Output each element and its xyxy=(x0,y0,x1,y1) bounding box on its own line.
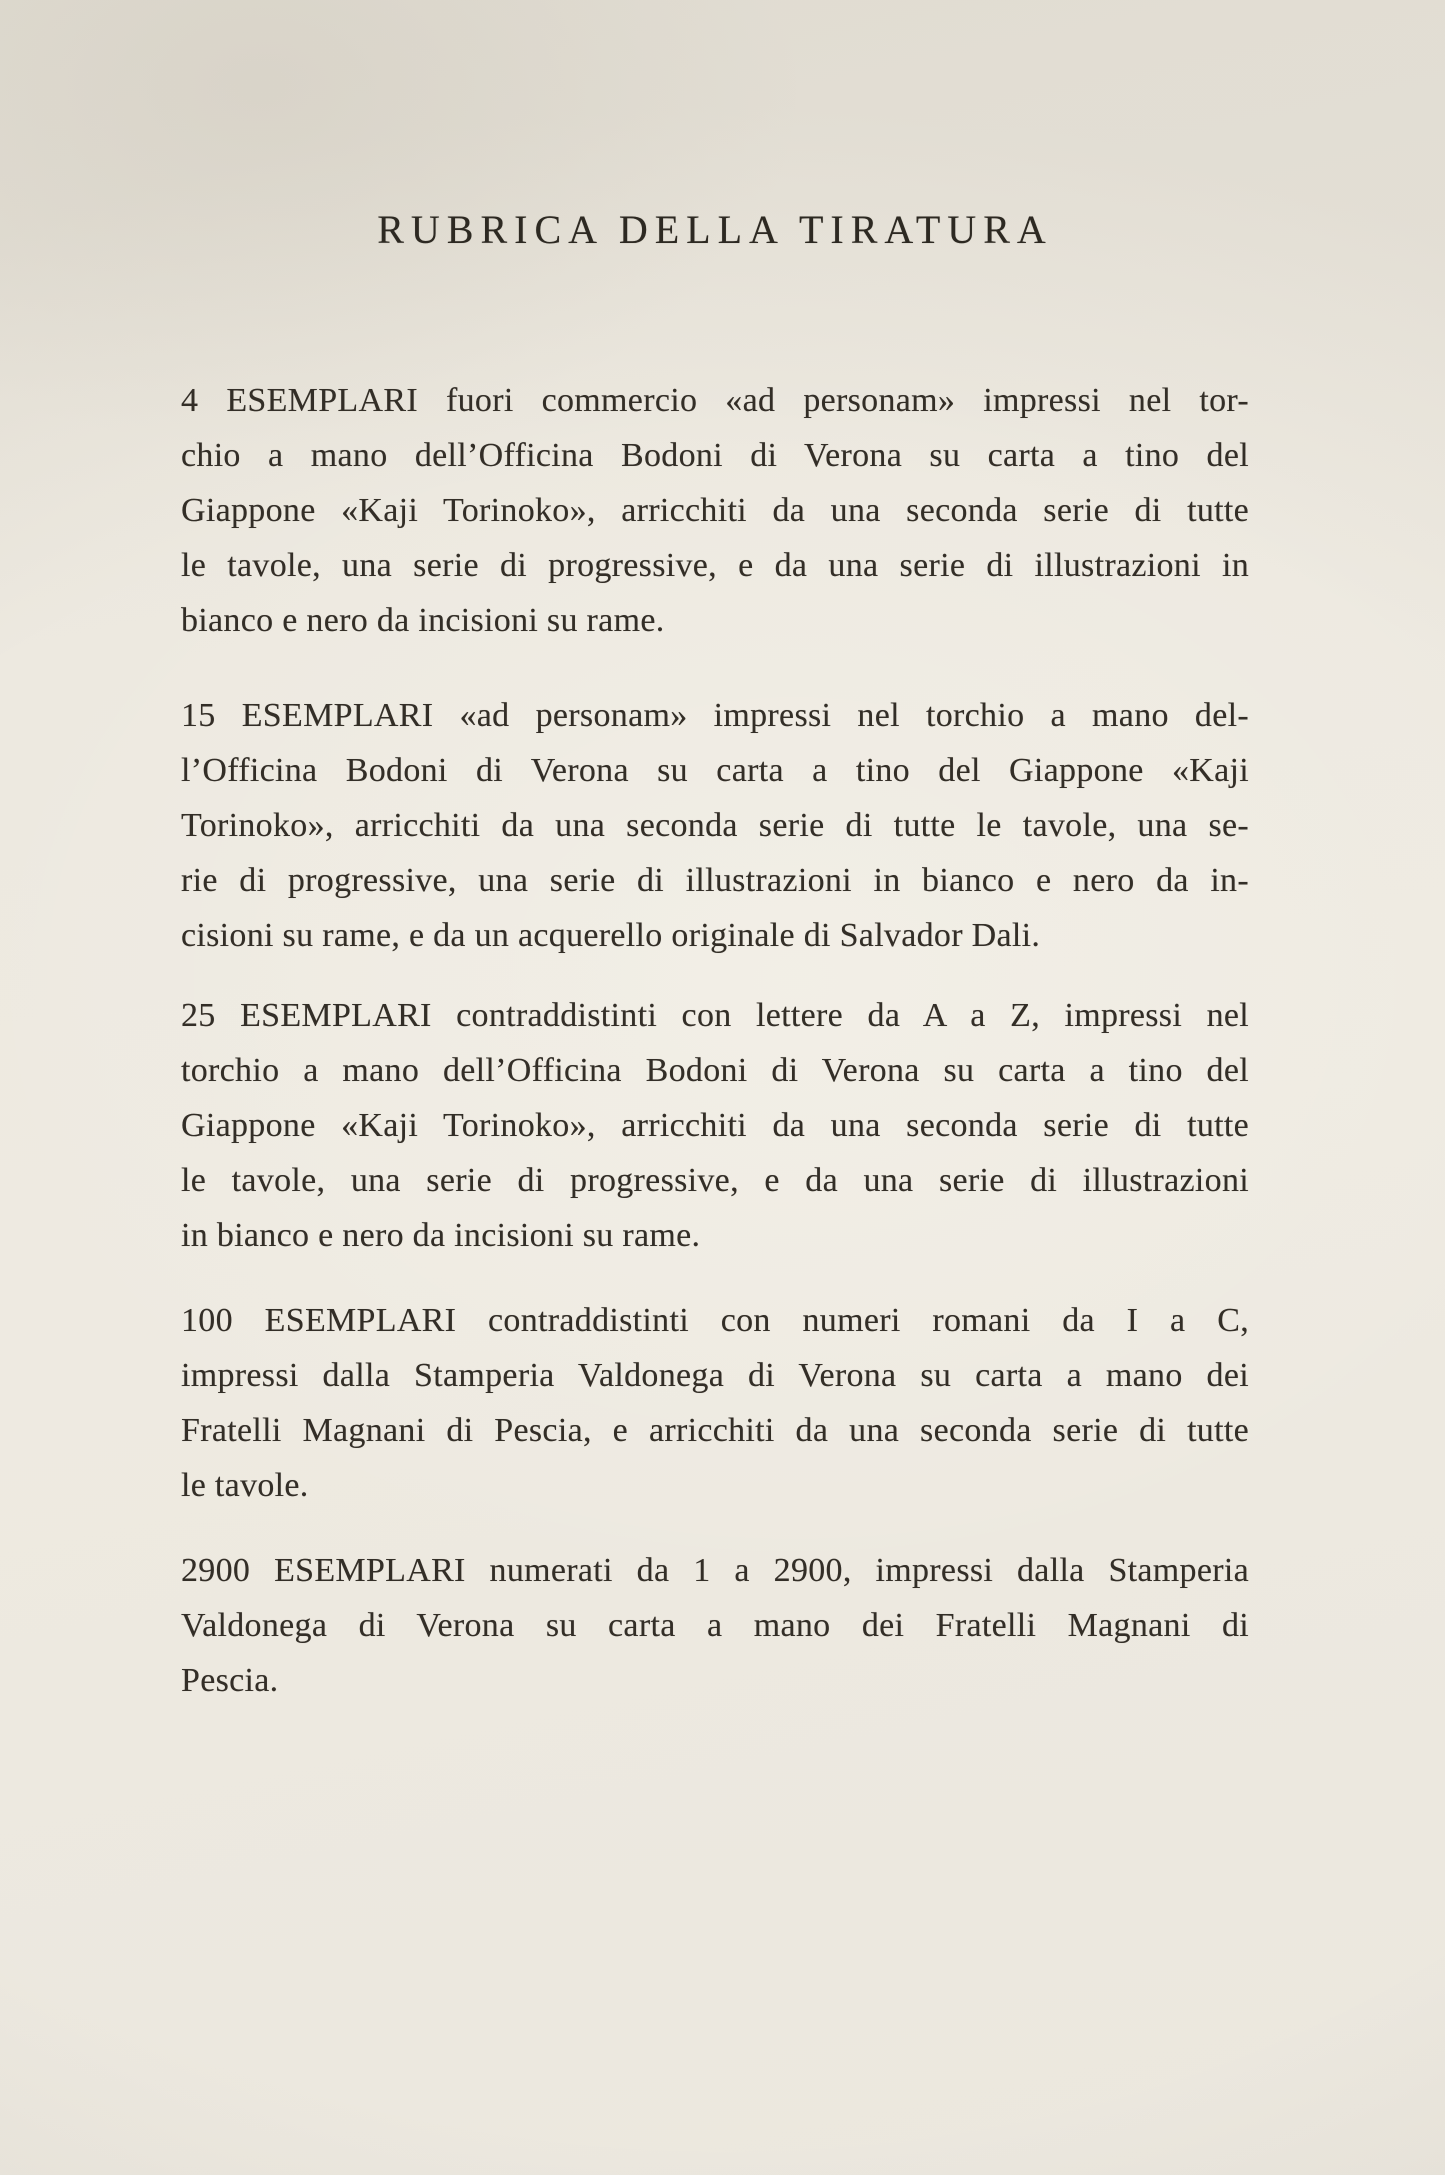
text-line: Valdonega di Verona su carta a mano dei Fratelli Magnani di xyxy=(181,1607,1249,1644)
text-line: bianco e nero da incisioni su rame. xyxy=(181,602,665,639)
text-line: le tavole, una serie di progressive, e da una serie di illustrazioni in xyxy=(181,547,1249,584)
text-line: Pescia. xyxy=(181,1662,279,1699)
edition-paragraph-25-esemplari xyxy=(181,988,1249,1263)
text-line: Giappone «Kaji Torinoko», arricchiti da una seconda serie di tutte xyxy=(181,1107,1249,1144)
edition-paragraph-100-esemplari xyxy=(181,1293,1249,1513)
text-line: Torinoko», arricchiti da una seconda serie di tutte le tavole, una se- xyxy=(181,807,1249,844)
text-line: l’Officina Bodoni di Verona su carta a tino del Giappone «Kaji xyxy=(181,752,1249,789)
text-line: rie di progressive, una serie di illustrazioni in bianco e nero da in- xyxy=(181,862,1249,899)
text-line: Giappone «Kaji Torinoko», arricchiti da una seconda serie di tutte xyxy=(181,492,1249,529)
edition-paragraph-2900-esemplari xyxy=(181,1543,1249,1708)
text-line: le tavole. xyxy=(181,1467,309,1504)
text-line: 2900 ESEMPLARI numerati da 1 a 2900, impressi dalla Stamperia xyxy=(181,1552,1249,1589)
text-line: in bianco e nero da incisioni su rame. xyxy=(181,1217,701,1254)
edition-paragraph-15-esemplari xyxy=(181,688,1249,963)
text-line: 15 ESEMPLARI «ad personam» impressi nel torchio a mano del- xyxy=(181,697,1249,734)
text-line: chio a mano dell’Officina Bodoni di Verona su carta a tino del xyxy=(181,437,1249,474)
text-line: Fratelli Magnani di Pescia, e arricchiti da una seconda serie di tutte xyxy=(181,1412,1249,1449)
text-line: torchio a mano dell’Officina Bodoni di Verona su carta a tino del xyxy=(181,1052,1249,1089)
text-line: 4 ESEMPLARI fuori commercio «ad personam» impressi nel tor- xyxy=(181,382,1249,419)
edition-paragraph-4-esemplari xyxy=(181,373,1249,648)
page-title: RUBRICA DELLA TIRATURA xyxy=(377,207,1053,252)
text-line: cisioni su rame, e da un acquerello originale di Salvador Dali. xyxy=(181,917,1041,954)
text-line: 25 ESEMPLARI contraddistinti con lettere da A a Z, impressi nel xyxy=(181,997,1249,1034)
text-line: 100 ESEMPLARI contraddistinti con numeri romani da I a C, xyxy=(181,1302,1249,1339)
text-column xyxy=(181,0,1249,1708)
text-line: le tavole, una serie di progressive, e da una serie di illustrazioni xyxy=(181,1162,1249,1199)
text-line: impressi dalla Stamperia Valdonega di Verona su carta a mano dei xyxy=(181,1357,1249,1394)
